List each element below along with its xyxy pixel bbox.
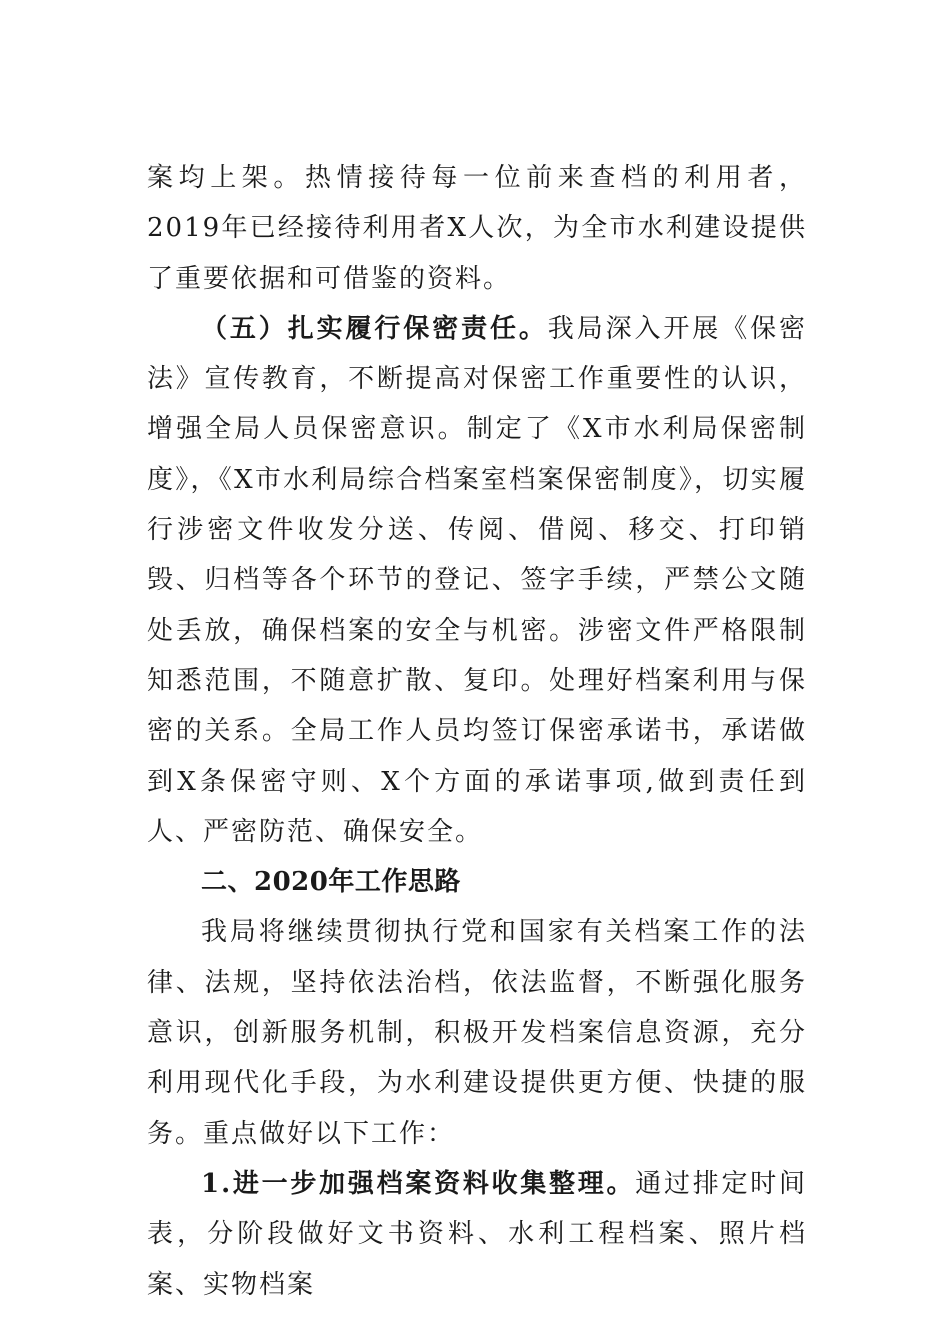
paragraph-work-plan-intro: [147, 907, 807, 1158]
section-lead-confidentiality: （五）扎实履行保密责任。: [201, 313, 548, 344]
paragraph-task-1: [147, 1159, 807, 1310]
task-lead-1: 1.进一步加强档案资料收集整理。: [201, 1168, 636, 1199]
document-body: [147, 153, 807, 1310]
paragraph-text: 通过排定时间表，分阶段做好文书资料、水利工程档案、照片档案、实物档案: [147, 1168, 807, 1300]
section-heading-2020-plan: 二、2020年工作思路: [201, 867, 461, 898]
paragraph-archive-usage: [147, 153, 807, 304]
paragraph-text: 我局将继续贯彻执行党和国家有关档案工作的法律、法规，坚持依法治档，依法监督，不断强化服务意识，创新服务机制，积极开发档案信息资源，充分利用现代化手段，为水利建设提供更方便、快捷的服务。重点做好以下工作：: [147, 917, 807, 1149]
paragraph-text: 我局深入开展《保密法》宣传教育，不断提高对保密工作重要性的认识，增强全局人员保密意识。制定了《X市水利局保密制度》，《X市水利局综合档案室档案保密制度》，切实履行涉密文件收发分送、传阅、借阅、移交、打印销毁、归档等各个环节的登记、签字手续，严禁公文随处丢放，确保档案的安全与机密。涉密文件严格限制知悉范围，不随意扩散、复印。处理好档案利用与保密的关系。全局工作人员均签订保密承诺书，承诺做到X条保密守则、X个方面的承诺事项,做到责任到人、严密防范、确保安全。: [147, 313, 807, 847]
paragraph-confidentiality: [147, 304, 807, 857]
paragraph-text: 案均上架。热情接待每一位前来查档的利用者，2019年已经接待利用者X人次，为全市水利建设提供了重要依据和可借鉴的资料。: [147, 163, 807, 294]
